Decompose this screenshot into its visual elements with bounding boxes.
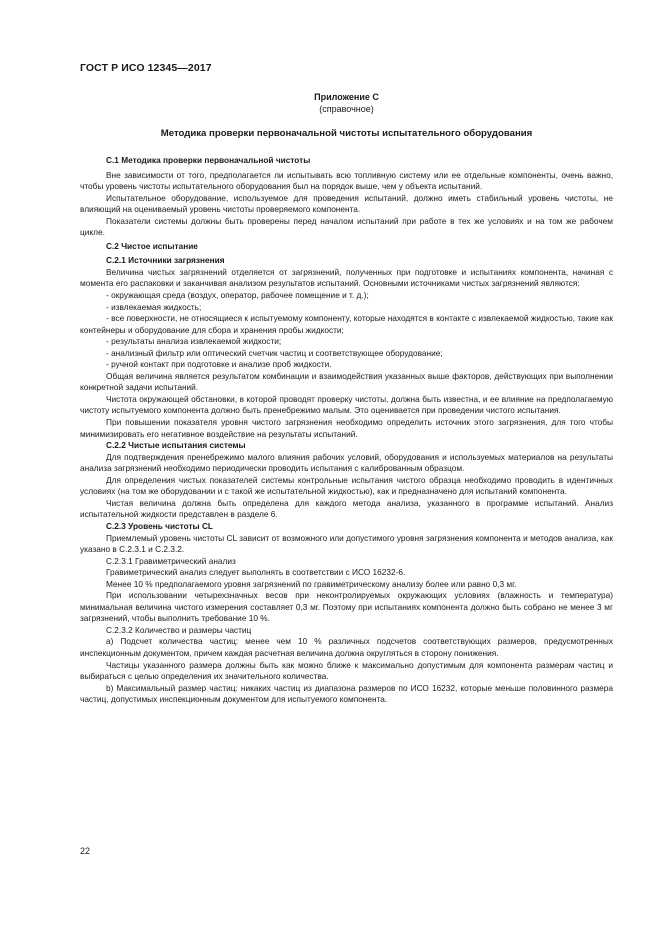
body-paragraph: а) Подсчет количества частиц: менее чем 10 % различных подсчетов соответствующих размеров, предусмотренных инспекционным документом, причем каждая расчетная величина должна округляться в сторону понижения. (80, 636, 613, 658)
body-paragraph: Приемлемый уровень чистоты CL зависит от возможного или допустимого уровня загрязнения компонента и методов анализа, как указано в С.2.3.1 и С.2.3.2. (80, 532, 613, 555)
subsection-heading: С.2.2 Чистые испытания системы (106, 440, 246, 451)
list-item: Менее 10 % предполагаемого уровня загрязнений по гравиметрическому анализу более или равно 0,3 мг. (106, 578, 517, 589)
annex-subtitle: (справочное) (319, 104, 374, 114)
body-paragraph: Чистота окружающей обстановки, в которой проводят проверку чистоты, должна быть известна, и ее влияние на предполагаемую чистоту испытуемого компонента должно быть пренебрежимо малым. Это оценивается при проведении чистого испытания. (80, 393, 613, 416)
annex-heading (80, 91, 613, 115)
list-item: С.2.3.2 Количество и размеры частиц (106, 624, 252, 635)
subsection-heading: С.2.3 Уровень чистоты CL (106, 520, 214, 531)
list-item: - окружающая среда (воздух, оператор, рабочее помещение и т. д.); (106, 290, 369, 301)
list-item: - результаты анализа извлекаемой жидкости; (106, 336, 282, 347)
standard-header: ГОСТ Р ИСО 12345—2017 (80, 62, 212, 74)
body-paragraph: Показатели системы должны быть проверены перед началом испытаний при работе в тех же условиях и на том же рабочем цикле. (80, 215, 613, 238)
list-item: С.2.3.1 Гравиметрический анализ (106, 555, 236, 566)
list-item: Гравиметрический анализ следует выполнять в соответствии с ИСО 16232-6. (106, 567, 406, 578)
body-paragraph: - все поверхности, не относящиеся к испытуемому компоненту, которые находятся в контакте с извлекаемой жидкостью, такие как контейнеры и оборудование для сбора и хранения пробы жидкости; (80, 313, 613, 335)
annex-title: Приложение С (314, 92, 379, 102)
body-paragraph: Для подтверждения пренебрежимо малого влияния рабочих условий, оборудования и используемых материалов на результаты анализа загрязнений необходимо периодически проводить испытания с калиброванным образцом. (80, 451, 613, 474)
body-paragraph: Общая величина является результатом комбинации и взаимодействия указанных выше факторов, действующих при выполнении конкретной задачи испытаний. (80, 370, 613, 393)
body-paragraph: b) Максимальный размер частиц: никаких частиц из диапазона размеров по ИСО 16232, которые меньше половинного размера частиц, допустимых инспекционным документом для испытуемого компонента. (80, 682, 613, 705)
document-body (80, 153, 613, 706)
section-heading: С.1 Методика проверки первоначальной чистоты (106, 155, 311, 165)
body-paragraph: Чистая величина должна быть определена для каждого метода анализа, указанного в программе испытаний. Анализ испытательной жидкости представлен в разделе 6. (80, 497, 613, 520)
page-number: 22 (80, 846, 91, 856)
body-paragraph: Испытательное оборудование, используемое для проведения испытаний, должно иметь стабильный уровень чистоты, не влияющий на оцениваемый уровень чистоты проверяемого компонента. (80, 192, 613, 215)
subsection-heading: С.2.1 Источники загрязнения (106, 255, 225, 266)
body-paragraph: Для определения чистых показателей системы контрольные испытания чистого образца необходимо проводить в идентичных условиях (на том же оборудовании и с такой же испытательной жидкостью), как и предназначено для испытаний компонента. (80, 474, 613, 497)
document-title: Методика проверки первоначальной чистоты испытательного оборудования (160, 128, 533, 139)
body-paragraph: Частицы указанного размера должны быть как можно ближе к максимально допустимым для компонента размерам частиц и выбираться с целью определения их значительного количества. (80, 659, 613, 682)
body-paragraph: Величина чистых загрязнений отделяется от загрязнений, полученных при подготовке и испытаниях компонента, начиная с момента его распаковки и заканчивая анализом результатов испытаний. Основными источниками чистых загрязнений являются: (80, 266, 613, 289)
body-paragraph: При повышении показателя уровня чистого загрязнения необходимо определить источник этого загрязнения, для того чтобы минимизировать его негативное воздействие на результаты испытаний. (80, 417, 613, 439)
list-item: - извлекаемая жидкость; (106, 301, 202, 312)
section-heading: С.2 Чистое испытание (106, 240, 198, 251)
body-paragraph: Вне зависимости от того, предполагается ли испытывать всю топливную систему или ее отдельные компоненты, очень важно, чтобы уровень чистоты испытательного оборудования был на порядок выше, чем у объекта испытаний. (80, 169, 613, 192)
list-item: - ручной контакт при подготовке и анализе проб жидкости. (106, 359, 332, 370)
body-paragraph: При использовании четырехзначных весов при неконтролируемых окружающих условиях (влажность и температура) минимальная величина чистого измерения составляет 0,3 мг. Поэтому при испытаниях компонента должно быть собрано не менее 3 мг загрязнений, чтобы выполнить требование 10 %. (80, 590, 613, 624)
list-item: - анализный фильтр или оптический счетчик частиц и соответствующее оборудование; (106, 347, 443, 358)
